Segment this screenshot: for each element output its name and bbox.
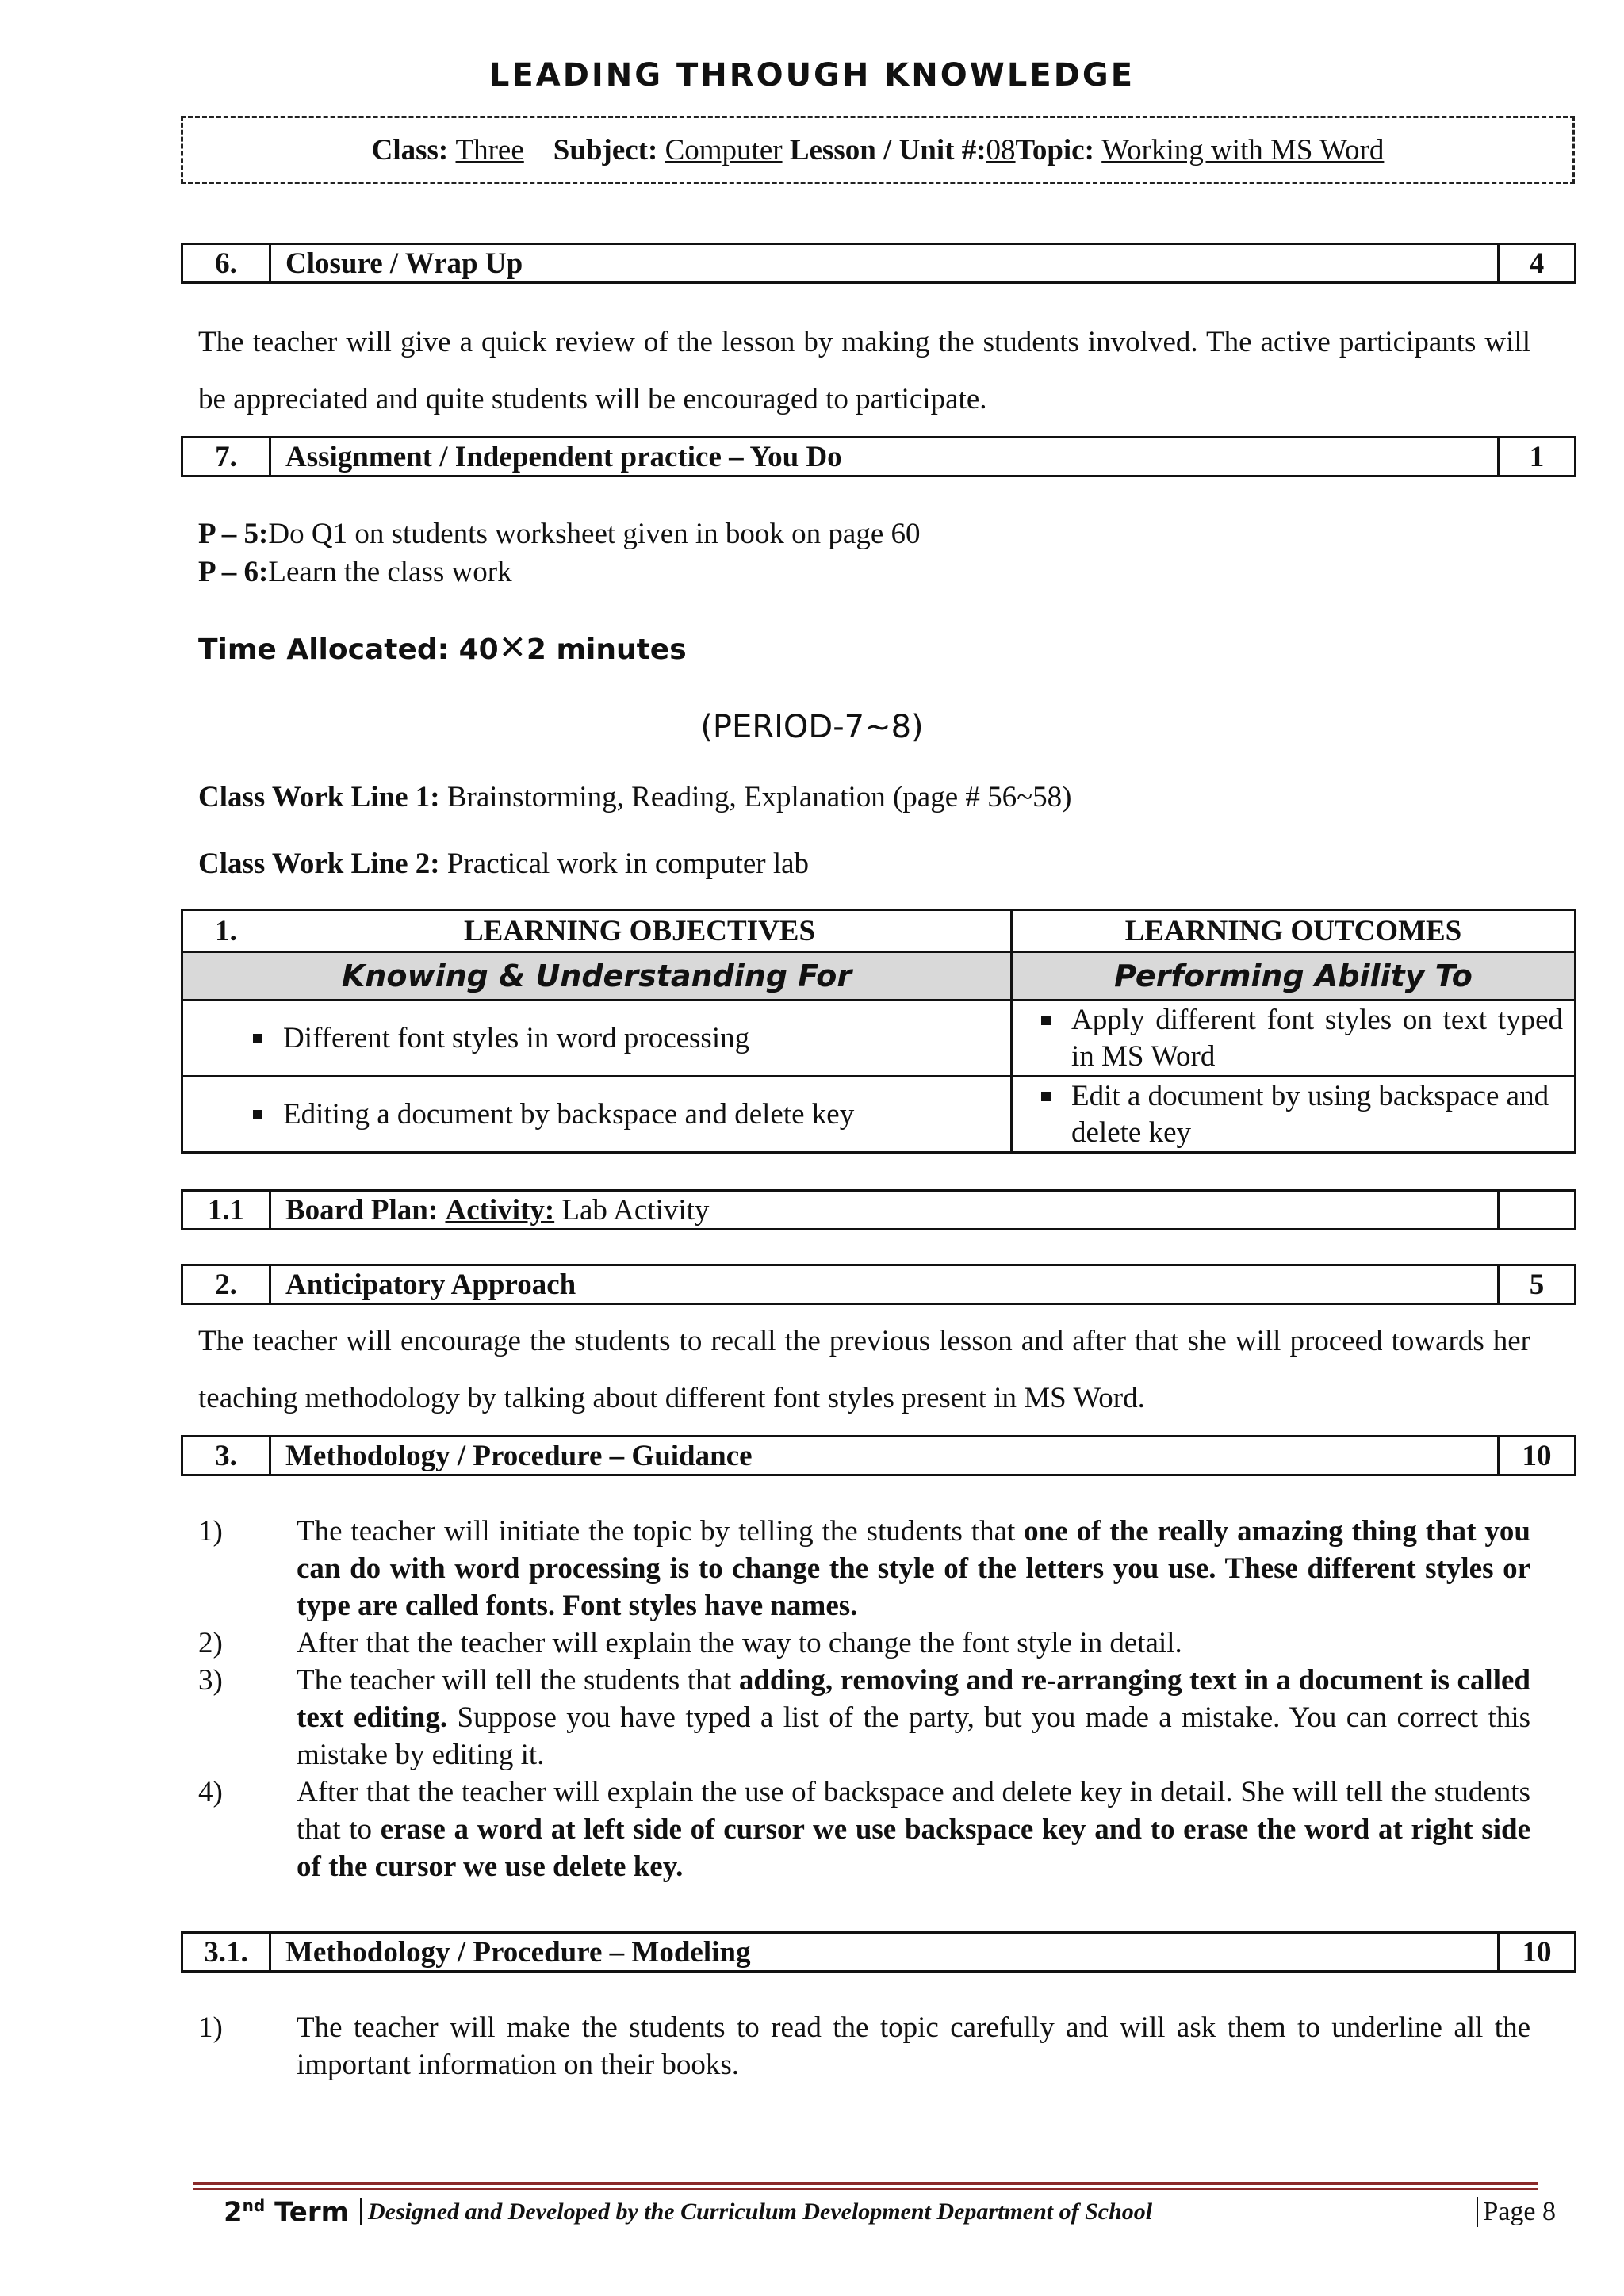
closure-text: The teacher will give a quick review of the lesson by making the students involved. The active participants will be appreciated and quite students will be encouraged to participate.	[198, 326, 1530, 415]
p5-text: Do Q1 on students worksheet given in book on page 60	[268, 518, 921, 550]
objective-item	[194, 1020, 999, 1057]
class-label: Class:	[371, 133, 449, 166]
item-bold-text: adding, removing and re-arranging text in a document is called text editing.	[297, 1664, 1530, 1734]
assignment-heading-row	[181, 436, 1576, 477]
anticipatory-text: The teacher will encourage the students to recall the previous lesson and after that she will proceed towards her teaching methodology by talking about different font styles present in MS Word.	[198, 1325, 1530, 1414]
list-item	[198, 1513, 1530, 1624]
list-item	[198, 1774, 1530, 1885]
time-allocated	[198, 628, 687, 667]
anticipatory-title: Anticipatory Approach	[271, 1266, 1500, 1303]
assignment-p5	[198, 517, 921, 551]
methodology-list	[198, 1513, 1530, 1885]
p5-label: P – 5:	[198, 518, 269, 550]
outcome-text: Apply different font styles on text typed in MS Word	[1071, 1003, 1563, 1073]
bullet-icon	[253, 1034, 262, 1043]
footer-rule	[193, 2182, 1538, 2185]
anticipatory-time: 5	[1529, 1268, 1545, 1301]
table-row	[182, 1001, 1576, 1077]
time-allocated-label: Time Allocated: 40	[198, 633, 499, 666]
objectives-header: LEARNING OBJECTIVES	[269, 910, 1012, 952]
table-subheader-row	[182, 952, 1576, 1001]
list-item	[198, 1624, 1530, 1662]
methodology-num: 3.	[183, 1437, 271, 1474]
objectives-subheader: Knowing & Understanding For	[182, 952, 1012, 1001]
modeling-heading-row	[181, 1931, 1576, 1973]
board-plan-time	[1500, 1192, 1574, 1228]
topic-label: Topic:	[1015, 133, 1094, 166]
assignment-title: Assignment / Independent practice – You Do	[271, 438, 1500, 475]
methodology-time: 10	[1522, 1439, 1552, 1472]
activity-label: Activity:	[445, 1193, 555, 1226]
item-bold-text: one of the really amazing thing that you can do with word processing is to change the style of the letters you use. These different styles or type are called fonts. Font styles have names.	[297, 1515, 1530, 1622]
item-text: The teacher will initiate the topic by telling the students that	[297, 1515, 1025, 1548]
bullet-icon	[253, 1110, 262, 1119]
outcomes-header: LEARNING OUTCOMES	[1012, 910, 1576, 952]
item-text: After that the teacher will explain the use of backspace and delete key in detail. She will tell the students that to	[297, 1776, 1530, 1846]
footer-rule-thin	[193, 2188, 1538, 2190]
bullet-icon	[1041, 1092, 1051, 1101]
outcome-item	[1024, 1078, 1563, 1151]
anticipatory-heading-row	[181, 1264, 1576, 1305]
modeling-num: 3.1.	[183, 1934, 271, 1970]
page-footer	[224, 2196, 1556, 2228]
developed-by: Designed and Developed by the Curriculum Development Department of School	[360, 2198, 1152, 2225]
closure-time: 4	[1529, 247, 1545, 280]
class-value: Three	[455, 133, 524, 166]
anticipatory-num: 2.	[183, 1266, 271, 1303]
item-text: After that the teacher will explain the way to change the font style in detail.	[297, 1627, 1182, 1659]
lesson-value: 08	[986, 133, 1016, 166]
item-number: 3)	[198, 1664, 223, 1697]
page-number: Page 8	[1477, 2197, 1556, 2227]
item-number: 4)	[198, 1776, 223, 1808]
item-text-post: Suppose you have typed a list of the party, but you made a mistake. You can correct this mistake by editing it.	[297, 1701, 1530, 1771]
closure-heading-row	[181, 243, 1576, 284]
objective-text: Editing a document by backspace and delete key	[283, 1097, 855, 1131]
item-text: The teacher will make the students to read the topic carefully and will ask them to underline all the important information on their books.	[297, 2011, 1530, 2081]
cw1-label: Class Work Line 1:	[198, 781, 440, 813]
class-work-line-1	[198, 780, 1071, 814]
item-number: 1)	[198, 2011, 223, 2044]
cw2-label: Class Work Line 2:	[198, 848, 440, 880]
lesson-label: Lesson / Unit #:	[789, 133, 986, 166]
bullet-icon	[1041, 1016, 1051, 1025]
cw2-text: Practical work in computer lab	[446, 848, 810, 880]
subject-value: Computer	[665, 133, 783, 166]
item-text: The teacher will tell the students that	[297, 1664, 739, 1697]
board-plan-label: Board Plan:	[285, 1193, 439, 1226]
assignment-num: 7.	[183, 438, 271, 475]
p6-label: P – 6:	[198, 556, 269, 588]
closure-title: Closure / Wrap Up	[271, 245, 1500, 281]
topic-value: Working with MS Word	[1101, 133, 1385, 166]
item-number: 2)	[198, 1627, 223, 1659]
table-row	[182, 1077, 1576, 1153]
objective-item	[194, 1096, 999, 1133]
period-heading: (PERIOD-7~8)	[700, 709, 924, 745]
outcome-item	[1024, 1002, 1563, 1075]
times-icon: ✕	[498, 628, 527, 667]
class-work-line-2	[198, 847, 809, 881]
outcomes-subheader: Performing Ability To	[1012, 952, 1576, 1001]
assignment-p6	[198, 555, 512, 589]
term-label: 2nd Term	[224, 2196, 350, 2229]
objective-text: Different font styles in word processing	[283, 1021, 750, 1054]
objectives-num: 1.	[182, 910, 270, 952]
p6-text: Learn the class work	[268, 556, 512, 588]
modeling-list	[198, 2009, 1530, 2084]
time-allocated-rest: 2 minutes	[526, 633, 687, 666]
assignment-time: 1	[1529, 440, 1545, 473]
objectives-outcomes-table	[181, 909, 1576, 1154]
methodology-heading-row	[181, 1435, 1576, 1476]
table-header-row	[182, 910, 1576, 952]
subject-label: Subject:	[553, 133, 658, 166]
outcome-text: Edit a document by using backspace and delete key	[1071, 1079, 1549, 1149]
item-number: 1)	[198, 1515, 223, 1548]
board-plan-row	[181, 1189, 1576, 1230]
modeling-time: 10	[1522, 1935, 1552, 1969]
list-item	[198, 2009, 1530, 2084]
item-bold-text: erase a word at left side of cursor we use backspace key and to erase the word at right side of the cursor we use delete key.	[297, 1813, 1530, 1883]
school-motto: LEADING THROUGH KNOWLEDGE	[488, 57, 1136, 94]
cw1-text: Brainstorming, Reading, Explanation (page # 56~58)	[446, 781, 1072, 813]
activity-text: Lab Activity	[561, 1193, 710, 1226]
methodology-title: Methodology / Procedure – Guidance	[271, 1437, 1500, 1474]
lesson-info-box	[181, 116, 1575, 184]
closure-num: 6.	[183, 245, 271, 281]
list-item	[198, 1662, 1530, 1774]
board-plan-num: 1.1	[183, 1192, 271, 1228]
modeling-title: Methodology / Procedure – Modeling	[271, 1934, 1500, 1970]
